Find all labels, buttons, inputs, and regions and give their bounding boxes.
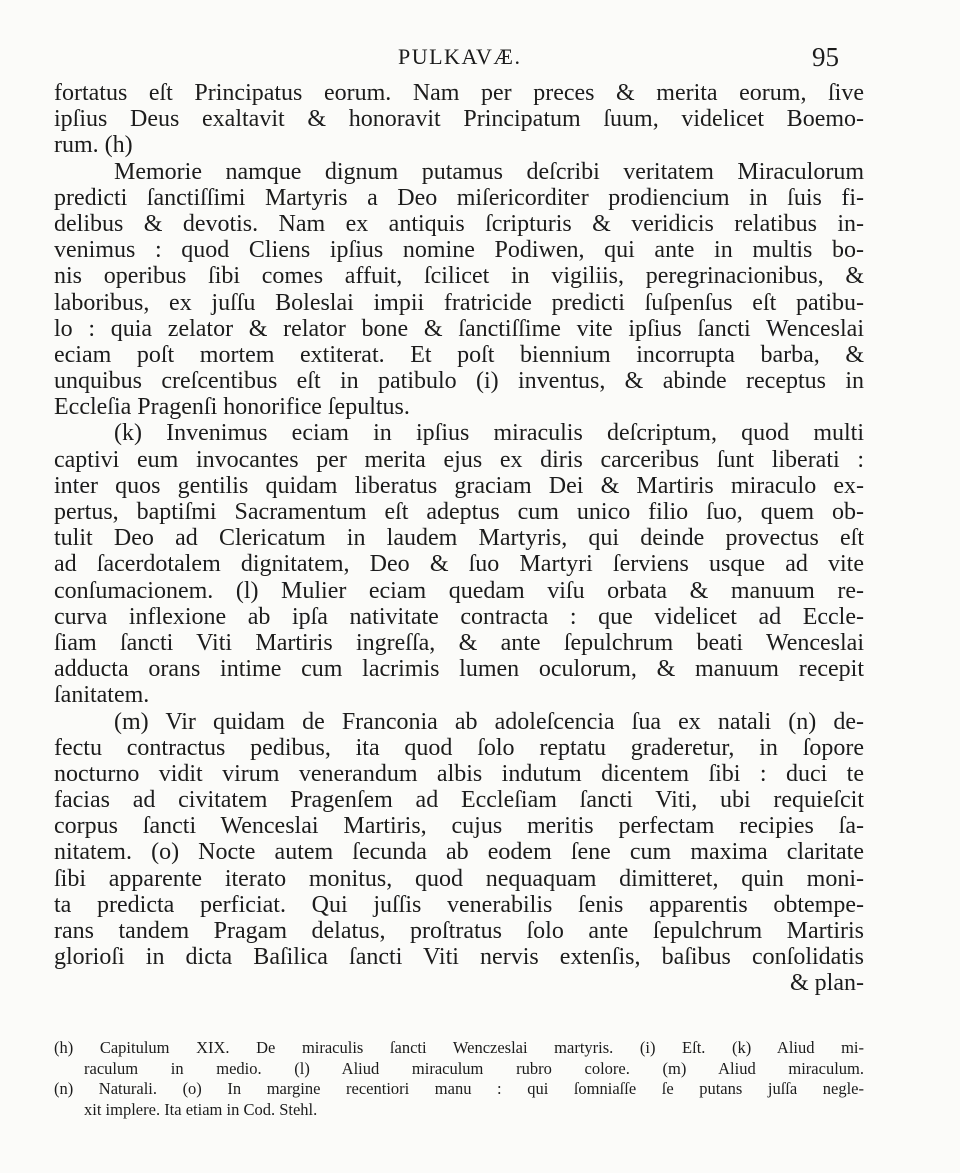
text-line: fortatus eſt Principatus eorum. Nam per preces & merita eorum, ſive (54, 80, 864, 106)
text-line: ſiam ſancti Viti Martiris ingreſſa, & ante ſepulchrum beati Wenceslai (54, 629, 864, 656)
text-line: captivi eum invocantes per merita ejus ex diris carceribus ſunt liberati : (54, 446, 864, 473)
text-line: facias ad civitatem Pragenſem ad Eccleſiam ſancti Viti, ubi requieſcit (54, 787, 864, 814)
text-line: rans tandem Pragam delatus, proſtratus ſolo ante ſepulchrum Martiris (54, 918, 864, 944)
text-line: Eccleſia Pragenſi honorifice ſepultus. (54, 394, 410, 421)
text-line: ad ſacerdotalem dignitatem, Deo & ſuo Martyri ſerviens usque ad vite (54, 551, 864, 578)
text-line: fectu contractus pedibus, ita quod ſolo reptatu graderetur, in ſopore (54, 734, 864, 761)
text-line: lo : quia zelator & relator bone & ſanctiſſime vite ipſius ſancti Wenceslai (54, 315, 864, 342)
text-line: ta predicta perficiat. Qui juſſis venerabilis ſenis apparentis obtempe- (54, 891, 864, 918)
text-line: pertus, baptiſmi Sacramentum eſt adeptus cum unico filio ſuo, quem ob- (54, 499, 864, 525)
text-line: corpus ſancti Wenceslai Martiris, cujus meritis perfectam recipies ſa- (54, 813, 864, 840)
text-line: ſanitatem. (54, 682, 150, 709)
running-title: PULKAVÆ. (398, 44, 522, 69)
text-line: conſumacionem. (l) Mulier eciam quedam viſu orbata & manuum re- (54, 577, 864, 604)
footnote-line: raculum in medio. (l) Aliud miraculum rubro colore. (m) Aliud miraculum. (84, 1058, 864, 1078)
text-line: unquibus creſcentibus eſt in patibulo (i) inventus, & abinde receptus in (54, 368, 864, 395)
footnote-line: (h) Capitulum XIX. De miraculis ſancti Wenczeslai martyris. (i) Eſt. (k) Aliud mi- (54, 1038, 864, 1057)
text-line: eciam poſt mortem extiterat. Et poſt biennium incorrupta barba, & (54, 341, 864, 368)
text-line: nitatem. (o) Nocte autem ſecunda ab eodem ſene cum maxima claritate (54, 839, 864, 866)
text-line: ſibi apparente iterato monitus, quod nequaquam dimitteret, quin moni- (54, 865, 864, 892)
text-line: nocturno vidit virum venerandum albis indutum dicentem ſibi : duci te (54, 760, 864, 787)
text-line: Memorie namque dignum putamus deſcribi veritatem Miraculorum (114, 158, 864, 185)
catchword: & plan- (790, 970, 864, 997)
text-line: inter quos gentilis quidam liberatus graciam Dei & Martiris miraculo ex- (54, 472, 864, 499)
main-text (54, 80, 864, 997)
text-line: tulit Deo ad Clericatum in laudem Martyris, qui deinde provectus eſt (54, 525, 864, 552)
text-line: nis operibus ſibi comes affuit, ſcilicet in vigiliis, peregrinacionibus, & (54, 263, 864, 290)
text-line: rum. (h) (54, 132, 133, 159)
text-line: delibus & devotis. Nam ex antiquis ſcripturis & veridicis relatibus in- (54, 210, 864, 237)
text-line: curva inflexione ab ipſa nativitate contracta : que videlicet ad Eccle- (54, 603, 864, 630)
text-line: predicti ſanctiſſimi Martyris a Deo miſericorditer prodiencium in ſuis fi- (54, 184, 864, 211)
text-line: glorioſi in dicta Baſilica ſancti Viti nervis extenſis, baſibus conſolidatis (54, 944, 864, 971)
footnote-line: (n) Naturali. (o) In margine recentiori manu : qui ſomniaſſe ſe putans juſſa negle- (54, 1079, 864, 1098)
text-line: ipſius Deus exaltavit & honoravit Principatum ſuum, videlicet Boemo- (54, 106, 864, 133)
page-number: 95 (812, 42, 839, 72)
footnote-line: xit implere. Ita etiam in Cod. Stehl. (84, 1099, 318, 1119)
text-line: adducta orans intime cum lacrimis lumen oculorum, & manuum recepit (54, 656, 864, 683)
footnotes (54, 1038, 864, 1120)
page-header (0, 38, 960, 74)
text-line: laboribus, ex juſſu Boleslai impii fratricide predicti ſuſpenſus eſt patibu- (54, 289, 864, 316)
text-line: (m) Vir quidam de Franconia ab adoleſcencia ſua ex natali (n) de- (114, 708, 864, 735)
text-line: venimus : quod Cliens ipſius nomine Podiwen, qui ante in multis bo- (54, 237, 864, 264)
text-line: (k) Invenimus eciam in ipſius miraculis deſcriptum, quod multi (114, 420, 864, 447)
